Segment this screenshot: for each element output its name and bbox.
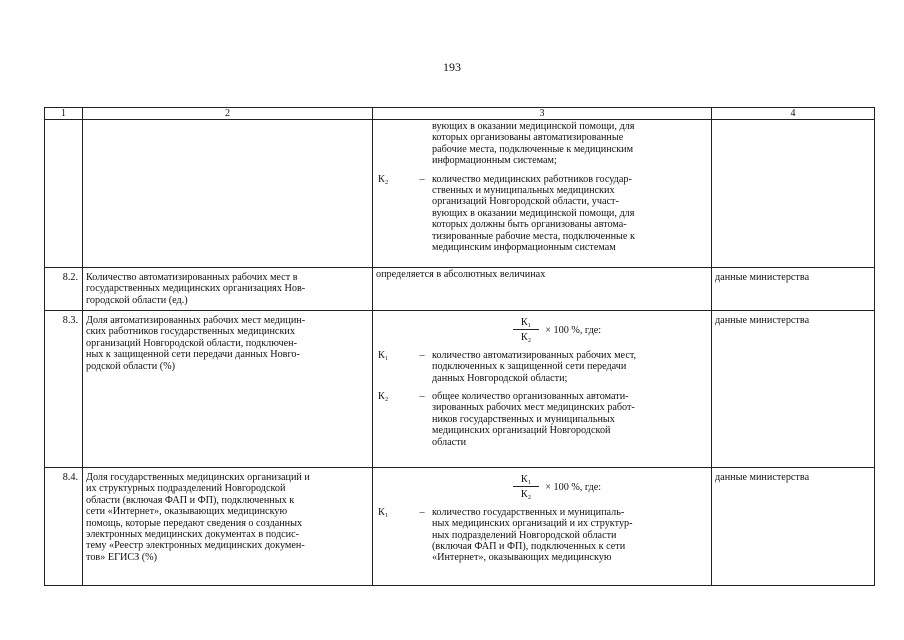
text-line: ных медицинских организаций и их структур- <box>432 518 633 530</box>
definitions <box>376 507 708 564</box>
definitions <box>376 350 708 448</box>
indicator-name-cell <box>83 120 373 268</box>
text-line: государственных медицинских организациях Нов- <box>86 283 306 295</box>
indicator-name <box>83 468 373 586</box>
text-line: ских работников государственных медицинских <box>86 326 295 338</box>
numerator: К₁ <box>513 317 539 330</box>
text-line: организаций Новгородской области, участ- <box>432 196 619 208</box>
text-line: количество государственных и муниципаль- <box>432 506 625 518</box>
dash: – <box>419 391 425 403</box>
calculation-method <box>373 311 712 468</box>
row-number-cell <box>45 120 83 268</box>
formula <box>406 317 708 344</box>
text-line: тов» ЕГИСЗ (%) <box>86 551 158 563</box>
text-line: Доля автоматизированных рабочих мест медицин- <box>86 315 306 326</box>
table-row <box>45 311 875 468</box>
text-line: родской области (%) <box>86 360 175 372</box>
text-line: сети «Интернет», оказывающих медицинскую <box>86 506 288 518</box>
text-line: «Интернет», оказывающих медицинскую <box>432 552 612 564</box>
column-header: 1 <box>45 108 83 120</box>
text-line: области (включая ФАП и ФП), подключенных к <box>86 494 295 506</box>
text-line: помощь, которые передают сведения о созданных <box>86 517 303 529</box>
text-line: городской области (ед.) <box>86 294 188 306</box>
text-line: медицинским информационным системам <box>432 242 616 254</box>
dash: – <box>419 349 425 361</box>
calculation-method-cell <box>373 120 712 268</box>
fraction <box>513 474 539 501</box>
formula <box>406 474 708 501</box>
numerator: К₁ <box>513 474 539 487</box>
row-number: 8.2. <box>45 268 83 311</box>
formula-suffix: × 100 %, где: <box>545 324 602 336</box>
definitions <box>376 121 708 253</box>
table-row <box>45 468 875 586</box>
data-source-cell <box>712 120 875 268</box>
text-line: рабочие места, подключенные к медицинским <box>432 143 634 155</box>
text-line: ных к защищенной сети передачи данных Новго- <box>86 349 300 361</box>
indicator-name <box>83 268 373 311</box>
variable-symbol: К₁ <box>378 506 389 518</box>
text-line: зированных рабочих мест медицинских работ- <box>432 402 635 414</box>
text-line: подключенных к защищенной сети передачи <box>432 361 627 373</box>
denominator: К₂ <box>520 332 532 344</box>
text-line: ных подразделений Новгородской области <box>432 529 617 541</box>
table-header-row <box>45 108 875 120</box>
text-line: Доля государственных медицинских организаций и <box>86 472 310 483</box>
formula-suffix: × 100 %, где: <box>545 481 602 493</box>
indicator-name <box>83 311 373 468</box>
row-number: 8.3. <box>45 311 83 468</box>
text-line: вующих в оказании медицинской помощи, для <box>432 121 635 132</box>
calculation-method <box>373 468 712 586</box>
text-line: вующих в оказании медицинской помощи, для <box>432 207 635 219</box>
calculation-method: определяется в абсолютных величинах <box>373 268 712 311</box>
text-line: области <box>432 436 467 448</box>
fraction <box>513 317 539 344</box>
table-row <box>45 120 875 268</box>
text-line: электронных медицинских документах в подсис- <box>86 529 300 541</box>
column-header: 4 <box>712 108 875 120</box>
table-row <box>45 268 875 311</box>
text-line: медицинских организаций Новгородской <box>432 425 611 437</box>
variable-symbol: К₂ <box>378 173 389 185</box>
text-line: ников государственных и муниципальных <box>432 413 615 425</box>
variable-symbol: К₁ <box>378 349 389 361</box>
text-line: (включая ФАП и ФП), подключенных к сети <box>432 541 626 553</box>
text-line: Количество автоматизированных рабочих мест в <box>86 272 298 283</box>
text-line: количество медицинских работников государ- <box>432 173 632 185</box>
denominator: К₂ <box>520 489 532 501</box>
text-line: данных Новгородской области; <box>432 372 568 384</box>
dash: – <box>419 506 425 518</box>
text-line: количество автоматизированных рабочих мест, <box>432 349 637 361</box>
text-line: которых должны быть организованы автома- <box>432 219 627 231</box>
text-line: ственных и муниципальных медицинских <box>432 185 615 197</box>
data-source: данные министерства <box>712 268 875 311</box>
text-line: которых организованы автоматизированные <box>432 132 624 144</box>
text-line: их структурных подразделений Новгородской <box>86 483 286 495</box>
dash: – <box>419 173 425 185</box>
text-line: общее количество организованных автомати- <box>432 391 629 403</box>
text-line: тему «Реестр электронных медицинских докумен- <box>86 540 305 552</box>
row-number: 8.4. <box>45 468 83 586</box>
data-source: данные министерства <box>712 468 875 586</box>
column-header: 2 <box>83 108 373 120</box>
text-line: тизированные рабочие места, подключенные к <box>432 230 635 242</box>
text-line: информационным системам; <box>432 155 557 167</box>
page-number: 193 <box>443 60 461 74</box>
indicator-table <box>44 107 875 586</box>
data-source: данные министерства <box>712 311 875 468</box>
text-line: организаций Новгородской области, подключен- <box>86 337 297 349</box>
variable-symbol: К₂ <box>378 391 389 403</box>
column-header: 3 <box>373 108 712 120</box>
